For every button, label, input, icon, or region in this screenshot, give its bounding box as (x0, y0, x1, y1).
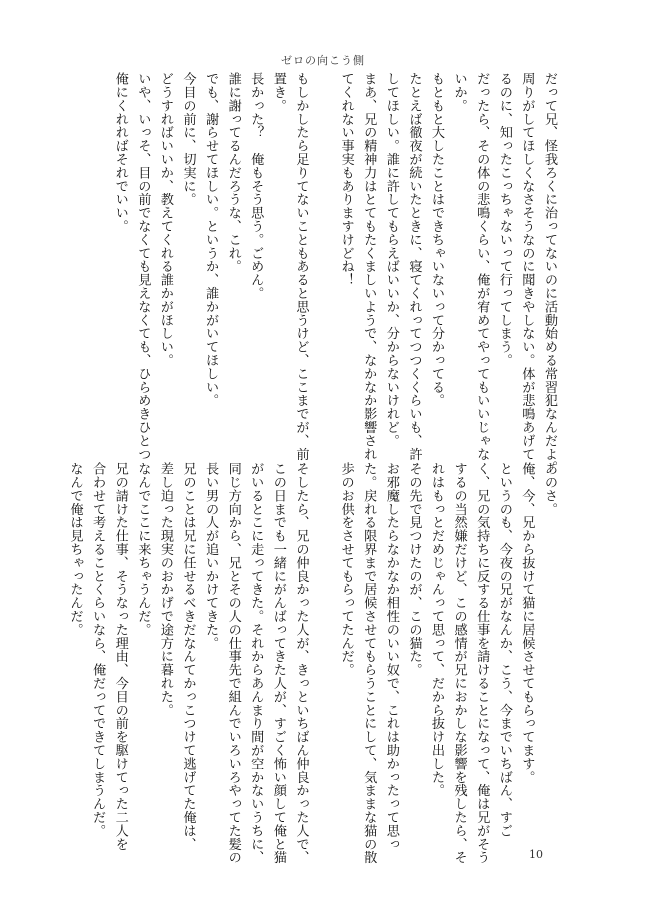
text-line (311, 72, 334, 460)
text-line: いや、いっそ、目の前でなくても見えなくても、ひらめきひとつ (135, 72, 151, 461)
text-line: この日までも一緒にがんばってきた人が、すごく怖い顔して俺と猫 (270, 462, 286, 864)
text-line (311, 462, 334, 850)
text-line: するの当然嫌だけど、この感情が兄におかしな影響を残したら、そ (451, 462, 467, 864)
text-line: してほしい。誰に許してもらえばいいか、分からないけれど。 (383, 72, 399, 448)
text-line: なんで俺は見ちゃったんだ。 (67, 462, 83, 637)
text-line: どうすればいいか、教えてくれる誰かがほしい。 (157, 72, 173, 367)
text-line: もしかしたら足りてないこともあると思うけど、ここまでが、前 (293, 72, 309, 461)
text-line: 差し迫った現実のおかげで途方に暮れた。 (157, 462, 173, 717)
text-line: く、兄の気持ちに反する仕事を請けることになって、俺は兄がそう (474, 462, 490, 864)
text-line: だって兄、怪我ろくに治ってないのに活動始める常習犯なんだよ。 (542, 72, 557, 474)
text-line: いか。 (451, 72, 467, 113)
text-line: れはもっとだめじゃんって思って、だから抜け出した。 (429, 462, 445, 797)
text-line: 長かった？ 俺もそう思う。ごめん。 (248, 72, 264, 300)
text-line: 兄のことは兄に任せるべきだなんてかっこつけて逃げてた俺は、 (180, 462, 196, 851)
text-line: もともと大したことはできちゃいないって分かってる。 (429, 72, 445, 407)
text-line: 同じ方向から、兄とその人の仕事先で組んでいろいろやってた髪の (225, 462, 241, 864)
page-number: 10 (529, 848, 543, 861)
text-line: だったら、その体の悲鳴くらい、俺が宥めてやってもいいじゃな (474, 72, 490, 461)
text-line: たとえば徹夜が続いたときに、寝てくれってつつくくらいも、許 (406, 72, 422, 461)
text-line: 俺、今、兄から抜けて猫に居候させてもらってます。 (519, 462, 535, 784)
text-line: 置き。 (270, 72, 286, 113)
text-line: るのに、知ったこっちゃないって行ってしまう。 (496, 72, 512, 367)
text-line: その先で見つけたのが、この猫た。 (406, 462, 422, 677)
text-line: てくれない事実もありますけどね！ (338, 72, 354, 287)
text-line: 兄の請けた仕事、そうなった理由、今目の前を駆けてった二人を (112, 462, 128, 851)
text-line: がいるとこに走ってきた。それからあんまり間が空かないうちに、 (248, 462, 264, 864)
running-title: ゼロの向こう側 (281, 54, 365, 67)
text-line: そしたら、兄の仲良かった人が、きっといちばん仲良かった人で、 (293, 462, 309, 864)
text-line: まあ、兄の精神力はとてもたくましいようで、なかなか影響され (361, 72, 377, 461)
text-line: 合わせて考えることくらいなら、俺だってできてしまうんだ。 (90, 462, 106, 838)
text-line: 歩のお供をさせてもらってたんだ。 (338, 462, 354, 677)
text-line: あのさ。 (542, 462, 557, 516)
text-line: お邪魔したらなかなか相性のいい奴で、これは助かったって思っ (383, 462, 399, 851)
text-line: 周りがしてほしくなさそうなのに聞きやしない。体が悲鳴あげて (519, 72, 535, 461)
text-line: 長い男の人が追いかけてきた。 (203, 462, 219, 650)
text-line: 誰に謝ってるんだろうな、これ。 (225, 72, 241, 273)
text-line: でも、謝らせてほしい。というか、誰かがいてほしい。 (203, 72, 219, 407)
body-text-upper (80, 72, 560, 474)
text-line: た。戻れる限界まで居候させてもらうことにして、気ままな猫の散 (361, 462, 377, 864)
text-line: 俺にくれればそれでいい。 (112, 72, 128, 233)
text-line: なんでここに来ちゃうんだ。 (135, 462, 151, 637)
text-line: 今目の前に、切実に。 (180, 72, 196, 206)
text-line: というのも、今夜の兄がなんか、こう、今までいちばん、すご (496, 462, 512, 838)
